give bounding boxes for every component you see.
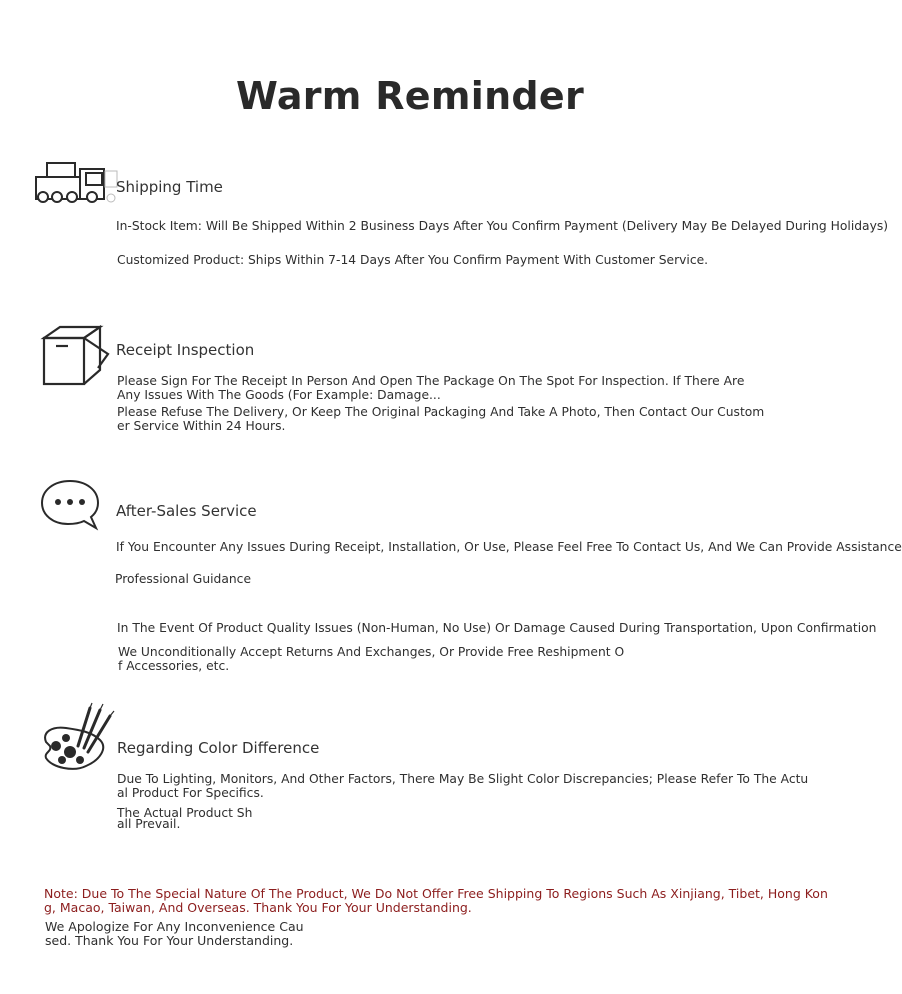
receipt-paragraph-2b: er Service Within 24 Hours.	[117, 419, 286, 433]
color-line-1a: Due To Lighting, Monitors, And Other Factors, There May Be Slight Color Discrepancies; Please Refer To The Actu	[117, 772, 809, 786]
shipping-customized-text: Customized Product: Ships Within 7-14 Days After You Confirm Payment With Customer Service.	[117, 253, 709, 267]
box-icon	[40, 324, 112, 388]
receipt-paragraph-1: Please Sign For The Receipt In Person And Open The Package On The Spot For Inspection. If There Are Any Issues With The Goods (For Example: Damage...	[117, 374, 745, 402]
apology-line-1: We Apologize For Any Inconvenience Cau	[45, 919, 304, 934]
color-line-1b: al Product For Specifics.	[117, 786, 264, 800]
after-sales-line-2: Professional Guidance	[115, 572, 252, 586]
palette-icon	[40, 702, 116, 774]
receipt-paragraph-2a: Please Refuse The Delivery, Or Keep The Original Packaging And Take A Photo, Then Contact Our Custom	[117, 405, 765, 419]
color-line-2b: all Prevail.	[117, 817, 181, 831]
after-sales-line-3: In The Event Of Product Quality Issues (Non-Human, No Use) Or Damage Caused During Transportation, Upon Confirmation	[117, 621, 877, 635]
shipping-note-line-1: Note: Due To The Special Nature Of The Product, We Do Not Offer Free Shipping To Regions Such As Xinjiang, Tibet, Hong Kon	[44, 886, 828, 901]
after-sales-line-1: If You Encounter Any Issues During Receipt, Installation, Or Use, Please Feel Free To Contact Us, And We Can Provide Assistance	[116, 540, 902, 554]
page-title: Warm Reminder	[235, 74, 585, 118]
section-heading-after-sales: After-Sales Service	[116, 502, 257, 520]
shipping-in-stock-text: In-Stock Item: Will Be Shipped Within 2 Business Days After You Confirm Payment (Delivery May Be Delayed During Holidays)	[116, 219, 889, 233]
chat-bubble-icon	[40, 478, 102, 532]
color-line-2a: The Actual Product Sh	[117, 806, 253, 820]
section-heading-receipt-inspection: Receipt Inspection	[116, 341, 255, 359]
after-sales-line-4a: We Unconditionally Accept Returns And Exchanges, Or Provide Free Reshipment O	[118, 645, 625, 659]
after-sales-line-4b: f Accessories, etc.	[118, 659, 230, 673]
shipping-note-line-2: g, Macao, Taiwan, And Overseas. Thank You For Your Understanding.	[44, 900, 472, 915]
section-heading-color-difference: Regarding Color Difference	[117, 739, 320, 757]
apology-line-2: sed. Thank You For Your Understanding.	[45, 933, 294, 948]
truck-icon	[33, 160, 123, 208]
section-heading-shipping-time: Shipping Time	[116, 178, 223, 196]
